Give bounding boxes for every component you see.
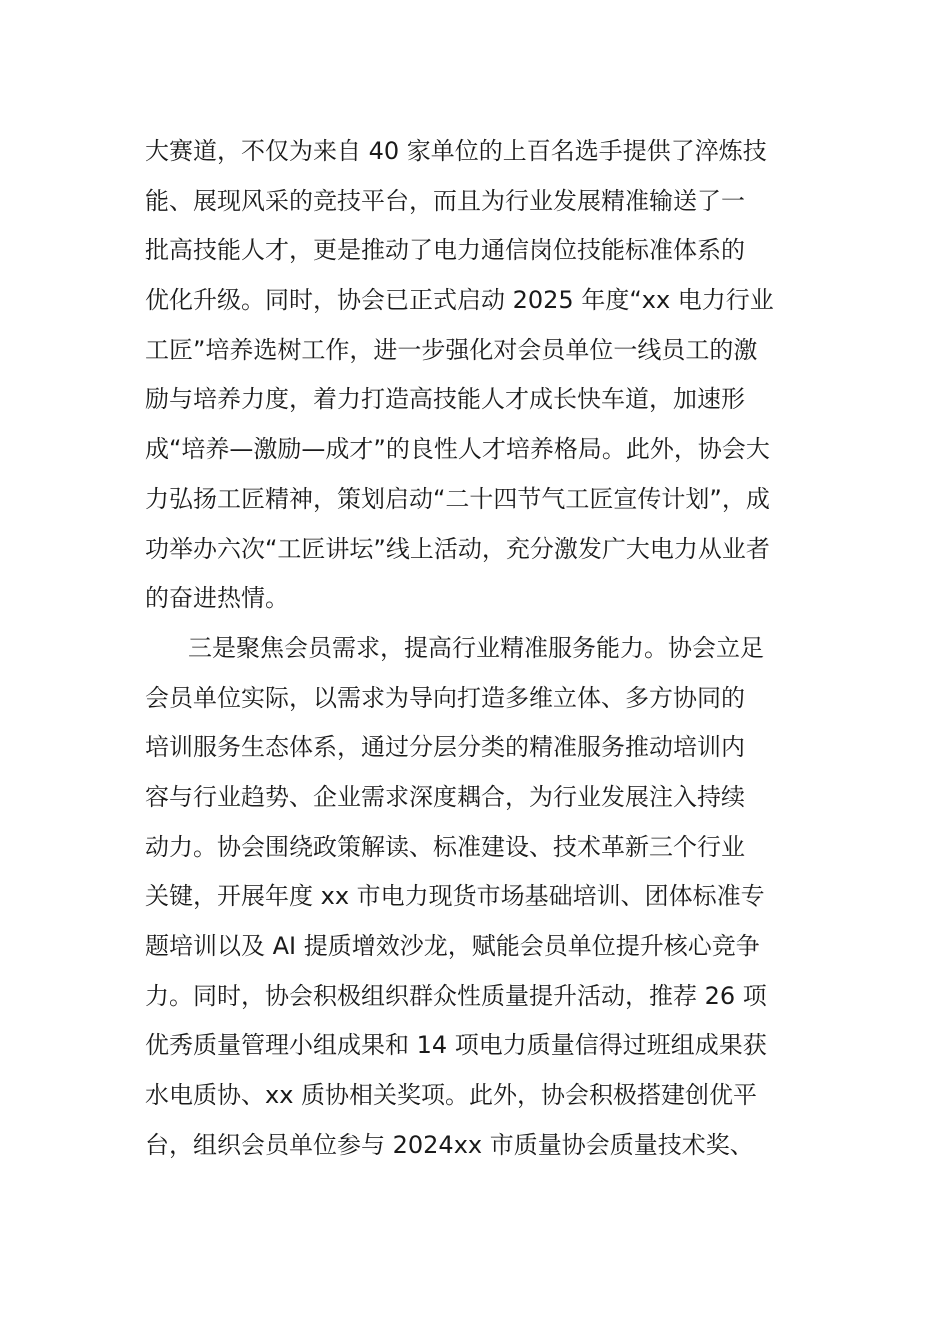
body-text: [145, 127, 810, 1170]
text-line: 优化升级。同时，协会已正式启动 2025 年度“xx 电力行业: [145, 286, 774, 315]
text-line: 功举办六次“工匠讲坛”线上活动，充分激发广大电力从业者: [145, 534, 770, 563]
text-line: 批高技能人才，更是推动了电力通信岗位技能标准体系的: [145, 236, 745, 265]
text-line: 的奋进热情。: [145, 584, 289, 613]
text-line: 培训服务生态体系，通过分层分类的精准服务推动培训内: [145, 733, 745, 762]
text-line: 大赛道，不仅为来自 40 家单位的上百名选手提供了淬炼技: [145, 137, 767, 165]
text-line: 关键，开展年度 xx 市电力现货市场基础培训、团体标准专: [145, 882, 765, 911]
text-line: 优秀质量管理小组成果和 14 项电力质量信得过班组成果获: [145, 1031, 767, 1060]
text-line: 励与培养力度，着力打造高技能人才成长快车道，加速形: [145, 385, 745, 414]
text-line: 水电质协、xx 质协相关奖项。此外，协会积极搭建创优平: [145, 1081, 758, 1110]
text-line: 力。同时，协会积极组织群众性质量提升活动，推荐 26 项: [145, 981, 767, 1010]
text-line: 成“培养—激励—成才”的良性人才培养格局。此外，协会大: [145, 435, 770, 464]
text-line: 台，组织会员单位参与 2024xx 市质量协会质量技术奖、: [145, 1130, 754, 1159]
text-line: 工匠”培养选树工作，进一步强化对会员单位一线员工的激: [145, 335, 758, 364]
text-line: 容与行业趋势、企业需求深度耦合，为行业发展注入持续: [145, 782, 745, 811]
text-line: 题培训以及 AI 提质增效沙龙，赋能会员单位提升核心竞争: [145, 932, 760, 960]
text-line: 能、展现风采的竞技平台，而且为行业发展精准输送了一: [145, 186, 745, 215]
text-line: 会员单位实际，以需求为导向打造多维立体、多方协同的: [145, 683, 745, 712]
paragraph-start-line: 三是聚焦会员需求，提高行业精准服务能力。协会立足: [188, 633, 764, 662]
text-line: 动力。协会围绕政策解读、标准建设、技术革新三个行业: [145, 832, 745, 861]
text-line: 力弘扬工匠精神，策划启动“二十四节气工匠宣传计划”，成: [145, 484, 770, 513]
